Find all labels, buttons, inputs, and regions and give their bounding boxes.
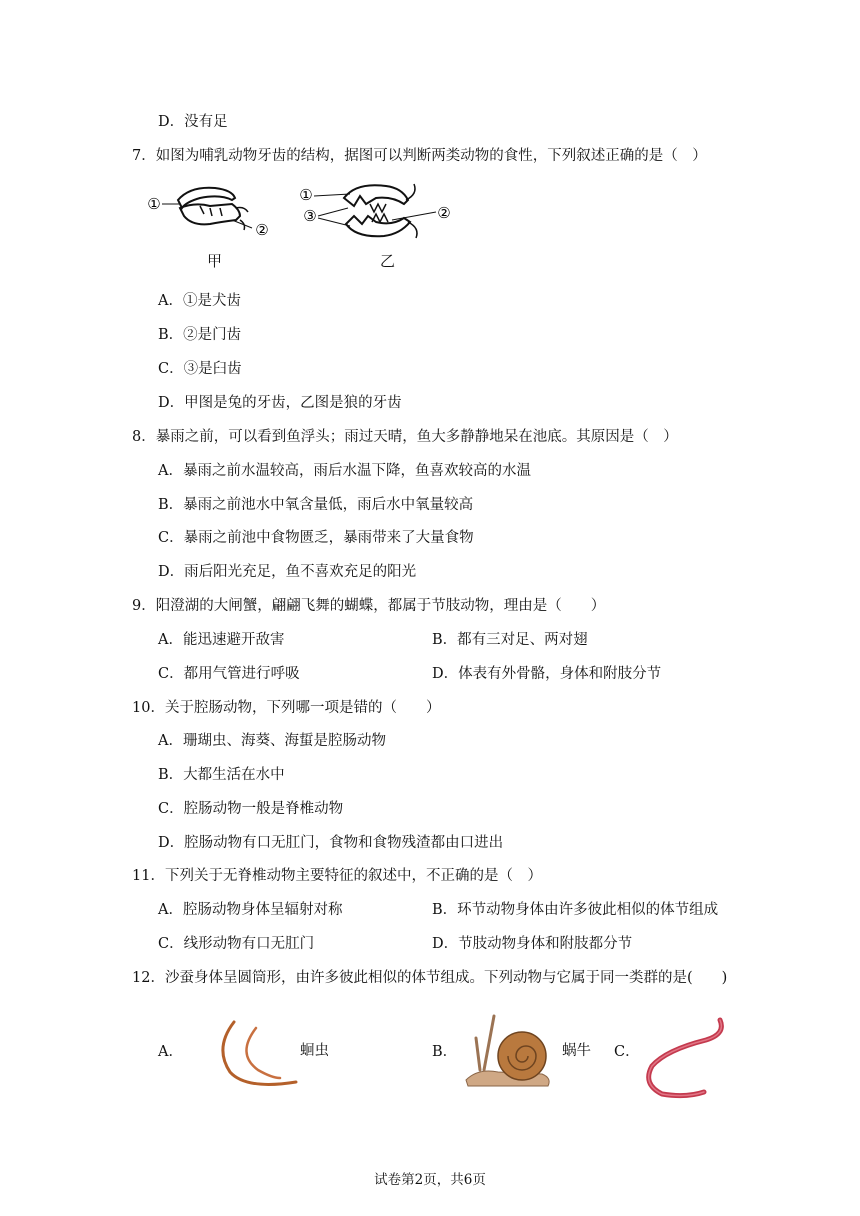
q9-stem: 9．阳澄湖的大闸蟹，翩翩飞舞的蝴蝶，都属于节肢动物，理由是（ ） (132, 598, 606, 614)
q11-option-c: C．线形动物有口无肛门 (158, 936, 315, 952)
page-footer: 试卷第2页，共6页 (374, 1172, 486, 1188)
q10-option-c: C．腔肠动物一般是脊椎动物 (158, 801, 344, 817)
q11-option-d: D．节肢动物身体和附肢都分节 (432, 936, 633, 952)
q8-option-c: C．暴雨之前池中食物匮乏，暴雨带来了大量食物 (158, 530, 474, 546)
q10-option-d: D．腔肠动物有口无肛门，食物和食物残渣都由口进出 (158, 835, 504, 851)
figure-mark: ② (255, 221, 269, 239)
figure-label-yi: 乙 (380, 252, 396, 270)
q9-option-b: B．都有三对足、两对翅 (432, 632, 588, 648)
figure-mark: ③ (303, 207, 317, 225)
q12-stem: 12．沙蚕身体呈圆筒形，由许多彼此相似的体节组成。下列动物与它属于同一类群的是( ) (132, 970, 728, 986)
q9-option-a: A．能迅速避开敌害 (158, 632, 285, 648)
q12-option-b-name: 蜗牛 (562, 1043, 591, 1059)
q10-stem: 10．关于腔肠动物，下列哪一项是错的（ ） (132, 700, 441, 716)
figure-mark: ① (147, 195, 161, 213)
q9-option-d: D．体表有外骨骼，身体和附肢分节 (432, 666, 662, 682)
q7-stem: 7．如图为哺乳动物牙齿的结构，据图可以判断两类动物的食性，下列叙述正确的是（ ） (132, 148, 707, 164)
tooth-figure-jia (140, 180, 280, 250)
q10-option-b: B．大都生活在水中 (158, 767, 285, 783)
q12-option-a-name: 蛔虫 (300, 1043, 329, 1059)
earthworm-image (642, 1010, 732, 1100)
q12-option-c-letter: C． (614, 1044, 640, 1060)
figure-label-jia: 甲 (207, 252, 223, 270)
q7-option-d: D．甲图是兔的牙齿，乙图是狼的牙齿 (158, 395, 402, 411)
q8-option-b: B．暴雨之前池水中氧含量低，雨后水中氧量较高 (158, 497, 474, 513)
q9-option-c: C．都用气管进行呼吸 (158, 666, 300, 682)
q6-option-d: D．没有足 (158, 114, 228, 130)
q11-option-a: A．腔肠动物身体呈辐射对称 (158, 902, 343, 918)
q8-option-d: D．雨后阳光充足，鱼不喜欢充足的阳光 (158, 564, 417, 580)
snail-image (458, 1008, 558, 1090)
q11-option-b: B．环节动物身体由许多彼此相似的体节组成 (432, 902, 719, 918)
q12-option-a-letter: A． (158, 1044, 183, 1060)
q10-option-a: A．珊瑚虫、海葵、海蜇是腔肠动物 (158, 733, 386, 749)
tooth-figure-yi (296, 178, 456, 253)
figure-mark: ① (299, 186, 313, 204)
q7-option-c: C．③是臼齿 (158, 361, 242, 377)
q11-stem: 11．下列关于无脊椎动物主要特征的叙述中，不正确的是（ ） (132, 868, 542, 884)
figure-mark: ② (437, 204, 451, 222)
q8-option-a: A．暴雨之前水温较高，雨后水温下降，鱼喜欢较高的水温 (158, 463, 531, 479)
roundworm-image (206, 1018, 306, 1094)
q7-option-b: B．②是门齿 (158, 327, 242, 343)
q8-stem: 8．暴雨之前，可以看到鱼浮头；雨过天晴，鱼大多静静地呆在池底。其原因是（ ） (132, 429, 678, 445)
q12-option-b-letter: B． (432, 1044, 458, 1060)
q7-option-a: A．①是犬齿 (158, 293, 241, 309)
